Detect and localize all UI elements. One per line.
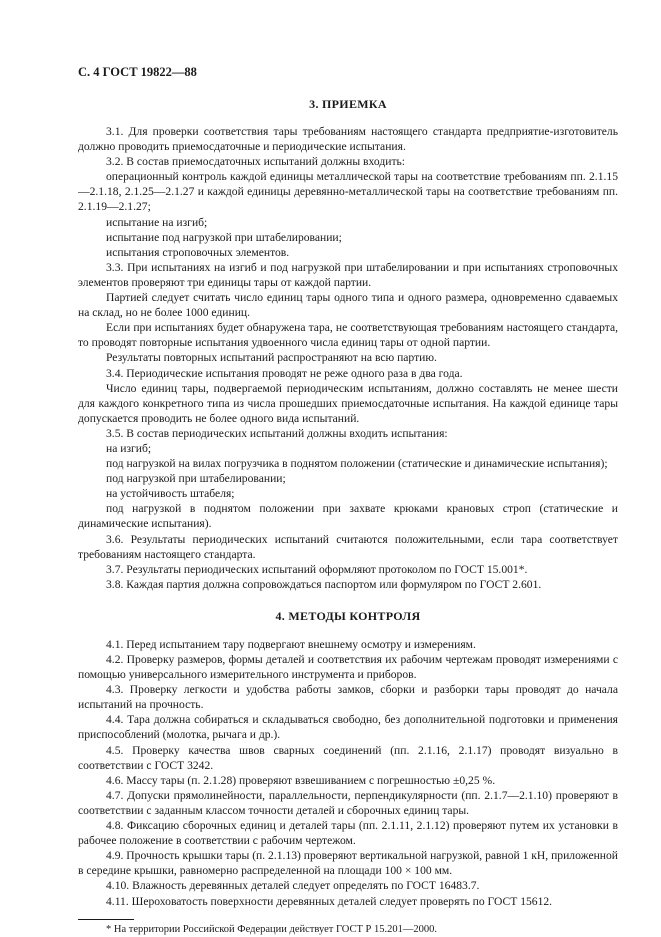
paragraph: 3.5. В состав периодических испытаний должны входить испытания: — [106, 426, 448, 440]
paragraph: под нагрузкой на вилах погрузчика в поднятом положении (статические и динамические испытания); — [106, 457, 608, 471]
paragraph: испытание на изгиб; — [106, 215, 208, 229]
paragraph: 4.5. Проверку качества швов сварных соединений (пп. 2.1.16, 2.1.17) проводят визуально в соответствии с ГОСТ 3242. — [78, 743, 618, 772]
paragraph: под нагрузкой в поднятом положении при захвате крюками крановых строп (статические и динамические испытания). — [78, 502, 618, 531]
paragraph: операционный контроль каждой единицы металлической тары на соответствие требованиям пп. 2.1.15—2.1.18, 2.1.25—2.1.27 и каждой единицы деревянно-металлической тары на соответствие требованиям пп. 2.1.19—2.1.27; — [78, 170, 618, 214]
paragraph: 4.4. Тара должна собираться и складываться свободно, без дополнительной подготовки и применения приспособлений (молотка, рычага и др.). — [78, 713, 618, 742]
paragraph: 3.1. Для проверки соответствия тары требованиям настоящего стандарта предприятие-изготовитель должно проводить приемосдаточные и периодические испытания. — [78, 125, 618, 154]
paragraph: на изгиб; — [106, 441, 152, 455]
paragraph: 4.2. Проверку размеров, формы деталей и соответствия их рабочим чертежам проводят измерениями с помощью универсального измерительного инструмента и приборов. — [78, 653, 618, 682]
paragraph: Результаты повторных испытаний распространяют на всю партию. — [106, 351, 437, 365]
paragraph: Партией следует считать число единиц тары одного типа и одного размера, одновременно сдаваемых на склад, но не более 1000 единиц. — [78, 291, 618, 320]
paragraph: испытания строповочных элементов. — [106, 245, 290, 259]
page-header: С. 4 ГОСТ 19822—88 — [78, 65, 197, 79]
footnote: * На территории Российской Федерации действует ГОСТ Р 15.201—2000. — [106, 923, 437, 935]
paragraph: 4.3. Проверку легкости и удобства работы замков, сборки и разборки тары проводят до начала испытаний на прочность. — [78, 683, 618, 712]
paragraph: Число единиц тары, подвергаемой периодическим испытаниям, должно составлять не менее шести для каждого конкретного типа из числа прошедших приемосдаточные испытания. На каждой единице тары допускается проводить не более одного вида испытаний. — [78, 381, 618, 425]
paragraph: 4.8. Фиксацию сборочных единиц и деталей тары (пп. 2.1.11, 2.1.12) проверяют путем их установки в рабочее положение в соответствии с рабочим чертежом. — [78, 819, 618, 848]
paragraph: 3.6. Результаты периодических испытаний считаются положительными, если тара соответствует требованиям настоящего стандарта. — [78, 532, 618, 561]
section-3-title: 3. ПРИЕМКА — [309, 97, 387, 111]
paragraph: 4.11. Шероховатость поверхности деревянных деталей следует проверять по ГОСТ 15612. — [106, 894, 553, 908]
footnote-divider — [78, 919, 134, 920]
paragraph: 3.4. Периодические испытания проводят не реже одного раза в два года. — [106, 366, 463, 380]
paragraph: Если при испытаниях будет обнаружена тара, не соответствующая требованиям настоящего стандарта, то проводят повторные испытания удвоенного числа единиц тары от одной партии. — [78, 321, 618, 350]
paragraph: 4.9. Прочность крышки тары (п. 2.1.13) проверяют вертикальной нагрузкой, равной 1 кН, приложенной в середине крышки, равномерно распределенной на площади 100 × 100 мм. — [78, 849, 619, 878]
paragraph: испытание под нагрузкой при штабелировании; — [106, 230, 342, 244]
paragraph: 3.8. Каждая партия должна сопровождаться паспортом или формуляром по ГОСТ 2.601. — [106, 577, 542, 591]
paragraph: 4.10. Влажность деревянных деталей следует определять по ГОСТ 16483.7. — [106, 879, 480, 893]
section-4-body — [78, 637, 618, 909]
paragraph: 4.6. Массу тары (п. 2.1.28) проверяют взвешиванием с погрешностью ±0,25 %. — [106, 773, 496, 787]
document-page — [78, 64, 618, 937]
paragraph: 4.7. Допуски прямолинейности, параллельности, перпендикулярности (пп. 2.1.7—2.1.10) проверяют в соответствии с заданным классом точности деталей и сборочных единиц тары. — [78, 788, 618, 817]
paragraph: 3.3. При испытаниях на изгиб и под нагрузкой при штабелировании и при испытаниях строповочных элементов проверяют три единицы тары от каждой партии. — [78, 260, 618, 289]
paragraph: под нагрузкой при штабелировании; — [106, 472, 286, 486]
paragraph: 3.7. Результаты периодических испытаний оформляют протоколом по ГОСТ 15.001*. — [106, 562, 528, 576]
section-4-title: 4. МЕТОДЫ КОНТРОЛЯ — [275, 608, 421, 623]
section-3-body — [78, 124, 618, 592]
paragraph: 4.1. Перед испытанием тару подвергают внешнему осмотру и измерениям. — [106, 637, 476, 651]
paragraph: 3.2. В состав приемосдаточных испытаний должны входить: — [106, 155, 406, 169]
paragraph: на устойчивость штабеля; — [106, 487, 235, 501]
